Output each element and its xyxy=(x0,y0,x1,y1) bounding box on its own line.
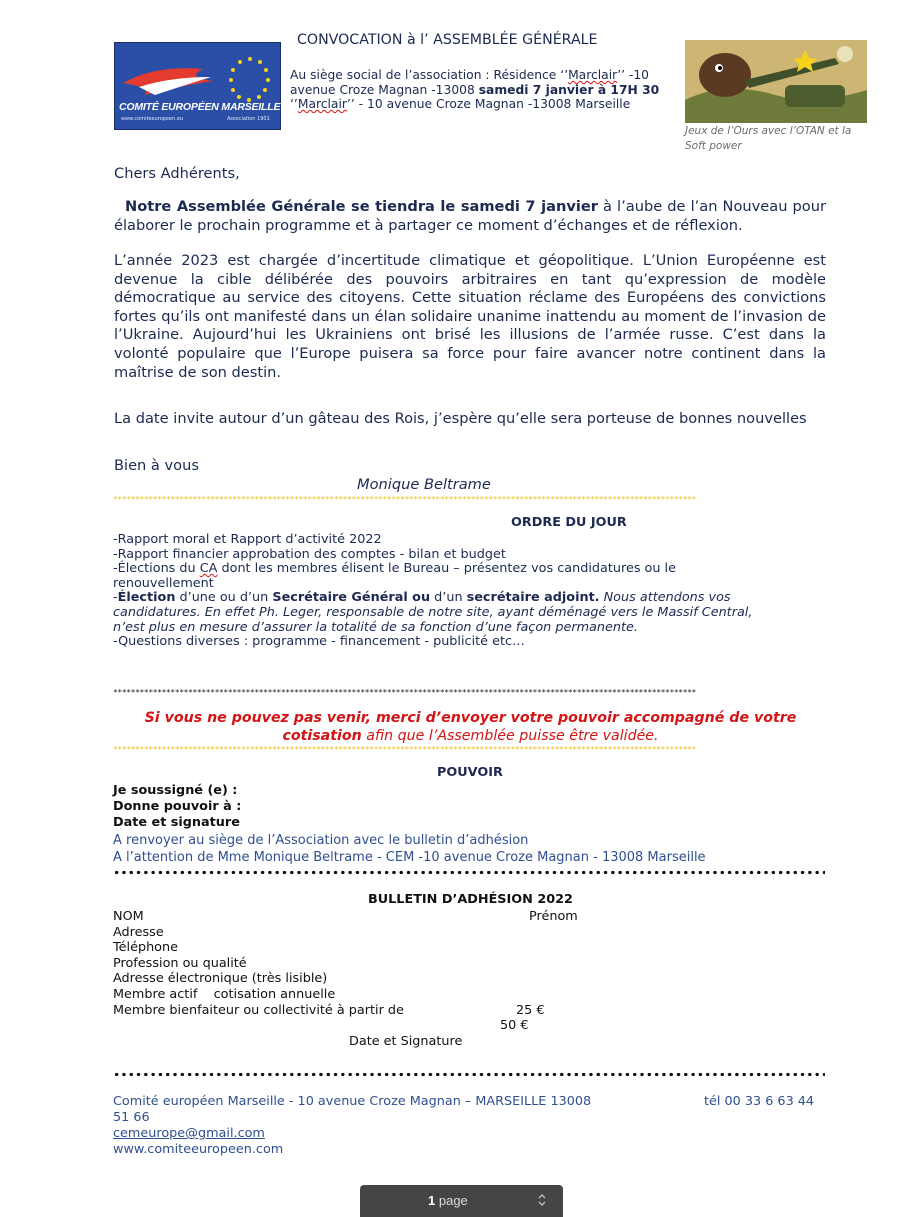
logo-url: www.comiteeuropeen.eu xyxy=(121,116,184,122)
paragraph-galette: La date invite autour d’un gâteau des Rois, j’espère qu’elle sera porteuse de bonnes nouvelles xyxy=(114,410,807,427)
footer-phone: tél 00 33 6 63 44 xyxy=(704,1094,815,1109)
page-count-label: page xyxy=(438,1193,468,1208)
dotted-separator-1 xyxy=(113,870,825,875)
proxy-notice: Si vous ne pouvez pas venir, merci d’envoyer votre pouvoir accompagné de votre cotisation afin que l’Assemblée puisse être validée. xyxy=(144,710,797,744)
field-adresse: Adresse xyxy=(113,924,164,940)
page-count-pill[interactable] xyxy=(360,1185,563,1217)
yellow-separator-2: ************************************************************************************************************************************ xyxy=(113,745,696,754)
cartoon-image xyxy=(685,40,867,123)
meeting-address: Au siège social de l’association : Résidence ‘’Marclair’’ -10 avenue Croze Magnan -13008 samedi 7 janvier à 17H 30 ‘’Marclair’’ - 10 avenue Croze Magnan -13008 Marseille xyxy=(290,68,660,112)
give-power-label: Donne pouvoir à : xyxy=(113,799,242,815)
agenda-title: ORDRE DU JOUR xyxy=(511,515,627,530)
agenda-item: renouvellement xyxy=(113,575,214,591)
greeting: Chers Adhérents, xyxy=(114,165,240,182)
agenda-list xyxy=(113,533,828,650)
undersigned-label: Je soussigné (e) : xyxy=(113,783,238,798)
membership-title: BULLETIN D’ADHÉSION 2022 xyxy=(368,892,573,907)
page-title: CONVOCATION à l’ ASSEMBLÉE GÉNÉRALE xyxy=(297,32,598,48)
cartoon-caption: Jeux de l’Ours avec l’OTAN et la Soft power xyxy=(685,125,852,152)
agenda-item: -Élection d’une ou d’un Secrétaire Général ou d’un secrétaire adjoint. Nous attendons vos xyxy=(113,590,731,606)
footer-website: www.comiteeuropeen.com xyxy=(113,1142,284,1157)
agenda-item: -Élections du CA dont les membres élisent le Bureau – présentez vos candidatures ou le xyxy=(113,561,676,577)
stepper-arrows-icon[interactable] xyxy=(536,1191,548,1209)
field-telephone: Téléphone xyxy=(113,940,178,956)
membership-date-signature: Date et Signature xyxy=(349,1034,463,1049)
paragraph-meeting-date: Notre Assemblée Générale se tiendra le samedi 7 janvier à l’aube de l’an Nouveau pour élaborer le prochain programme et à partager ce moment d’échanges et de réflexion. xyxy=(114,198,826,234)
closing: Bien à vous xyxy=(114,457,199,474)
agenda-item: -Questions diverses : programme - financement - publicité etc… xyxy=(113,634,525,650)
dotted-separator-2 xyxy=(113,1072,825,1077)
field-active-member: Membre actif cotisation annuelle xyxy=(113,986,336,1002)
signature: Monique Beltrame xyxy=(357,476,491,493)
black-separator: ************************************************************************************************************************************ xyxy=(113,688,696,697)
agenda-item: -Rapport moral et Rapport d’activité 2022 xyxy=(113,532,382,547)
field-profession: Profession ou qualité xyxy=(113,955,247,971)
field-email: Adresse électronique (très lisible) xyxy=(113,971,328,987)
agenda-item: -Rapport financier approbation des comptes - bilan et budget xyxy=(113,546,506,562)
membership-form xyxy=(113,909,828,1018)
bear-tank-cartoon-icon xyxy=(685,40,867,123)
benefactor-member-fee: 50 € xyxy=(500,1018,529,1033)
paragraph-context: L’année 2023 est chargée d’incertitude climatique et géopolitique. L’Union Européenne est devenue la cible délibérée des pouvoirs arbitraires en tant qu’expression de modèle démocratique au service des citoyens. Cette situation réclame des Européens des convictions fortes qu’ils ont manifesté dans un élan solidaire unanime inattendu au moment de l’invasion de l’Ukraine. Aujourd’hui les Ukrainiens ont brisé les illusions de l’armée russe. C’est dans la volonté populaire que l’Europe puisera sa force pour faire avancer notre continent dans la maîtrise de son destin. xyxy=(114,252,826,381)
proxy-return-note: A renvoyer au siège de l’Association avec le bulletin d’adhésion A l’attention de Mme Monique Beltrame - CEM -10 avenue Croze Magnan - 13008 Marseille xyxy=(113,833,706,865)
proxy-title: POUVOIR xyxy=(437,765,503,780)
footer-email-link[interactable]: cemeurope@gmail.com xyxy=(113,1126,265,1141)
page-count-number: 1 xyxy=(428,1193,436,1208)
logo-association: Association 1901 xyxy=(227,116,270,122)
field-nom: NOM xyxy=(113,909,144,924)
proxy-fields xyxy=(113,783,241,832)
agenda-item: n’est plus en mesure d’assurer la totalité de sa fonction d’une façon permanente. xyxy=(113,619,638,635)
field-prenom: Prénom xyxy=(529,909,578,924)
logo-title: COMITÉ EUROPÉEN MARSEILLE xyxy=(119,101,281,113)
footer-address: Comité européen Marseille - 10 avenue Croze Magnan – MARSEILLE 13008 51 66 xyxy=(113,1094,592,1125)
active-member-fee: 25 € xyxy=(516,1003,545,1018)
date-signature-label: Date et signature xyxy=(113,815,240,831)
agenda-item: candidatures. En effet Ph. Leger, responsable de notre site, ayant déménagé vers le Massif Central, xyxy=(113,604,753,620)
field-benefactor-member: Membre bienfaiteur ou collectivité à partir de xyxy=(113,1002,404,1018)
association-logo xyxy=(114,42,281,130)
yellow-separator-1: ************************************************************************************************************************************ xyxy=(113,495,696,504)
